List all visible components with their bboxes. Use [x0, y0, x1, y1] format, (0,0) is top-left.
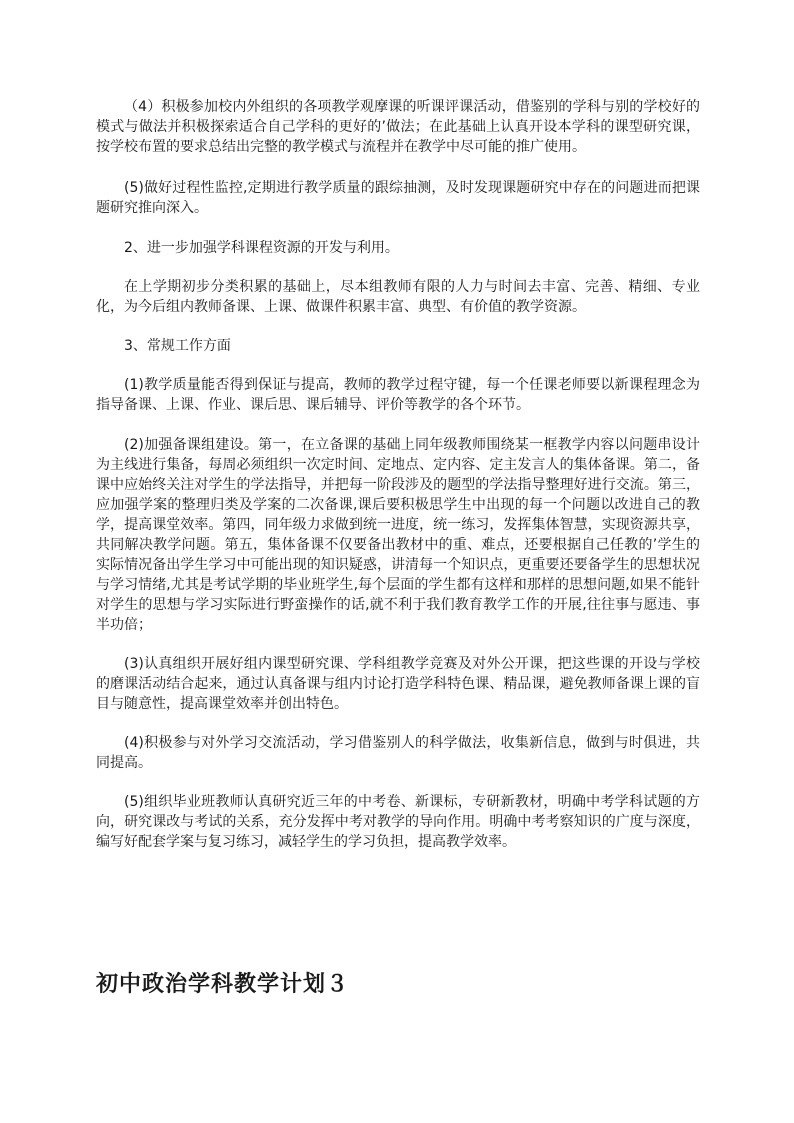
section-title-routine-work: 3、常规工作方面 [124, 338, 231, 354]
paragraph-graduating-class: (5)组织毕业班教师认真研究近三年的中考卷、新课标，专研新教材，明确中考学科试题的方向，研究课改与考试的关系，充分发挥中考对教学的导向作用。明确中考考察知识的广度与深度，编写好配套学案与复习练习，减轻学生的学习负担，提高教学效率。 [96, 794, 700, 850]
document-body [96, 97, 700, 852]
paragraph-teaching-quality: (1)教学质量能否得到保证与提高，教师的教学过程守键，每一个任课老师要以新课程理念为指导备课、上课、作业、课后思、课后辅导、评价等教学的各个环节。 [96, 377, 700, 413]
paragraph-resource-development: 在上学期初步分类积累的基础上，尽本组教师有限的人力与时间去丰富、完善、精细、专业化，为今后组内教师备课、上课、做课件积累丰富、典型、有价值的教学资源。 [96, 279, 700, 315]
paragraph-lesson-prep-group: (2)加强备课组建设。第一，在立备课的基础上同年级教师围绕某一框教学内容以问题串设计为主线进行集备，每周必须组织一次定时间、定地点、定内容、定主发言人的集体备课。第二，备课中应始终关注对学生的学法指导，并把每一阶段涉及的题型的学法指导整理好进行交流。第三，应加强学案的整理归类及学案的二次备课,课后要积极思学生中出现的每一个问题以改进自己的教学，提高课堂效率。第四，同年级力求做到统一进度，统一练习，发挥集体智慧，实现资源共享，共同解决教学问题。第五，集体备课不仅要备出教材中的重、难点，还要根据自己任教的’学生的实际情况备出学生学习中可能出现的知识疑惑，讲清每一个知识点，更重要还要备学生的思想状况与学习情绪,尤其是考试学期的毕业班学生,每个层面的学生都有这样和那样的思想问题,如果不能针对学生的思想与学习实际进行野蛮操作的话,就不利于我们教育教学工作的开展,往往事与愿违、事半功倍； [96, 437, 700, 633]
paragraph-observation-lessons: （4）积极参加校内外组织的各项教学观摩课的听课评课活动，借鉴别的学科与别的学校好的模式与做法并积极探索适合自己学科的更好的’做法；在此基础上认真开设本学科的课型研究课，按学校布置的要求总结出完整的教学模式与流程并在教学中尽可能的推广使用。 [96, 99, 700, 155]
paragraph-open-lessons: (3)认真组织开展好组内课型研究课、学科组教学竞赛及对外公开课，把这些课的开设与学校的磨课活动结合起来，通过认真备课与组内讨论打造学科特色课、精品课，避免教师备课上课的盲目与随意性，提高课堂效率并创出特色。 [96, 656, 700, 712]
section-heading: 初中政治学科教学计划３ [96, 971, 350, 997]
paragraph-external-exchange: (4)积极参与对外学习交流活动，学习借鉴别人的科学做法，收集新信息，做到与时俱进，共同提高。 [96, 735, 700, 771]
paragraph-process-monitoring: (5)做好过程性监控,定期进行教学质量的跟综抽测，及时发现课题研究中存在的问题进而把课题研究推向深入。 [96, 180, 700, 216]
section-title-course-resources: 2、进一步加强学科课程资源的开发与利用。 [124, 240, 399, 256]
